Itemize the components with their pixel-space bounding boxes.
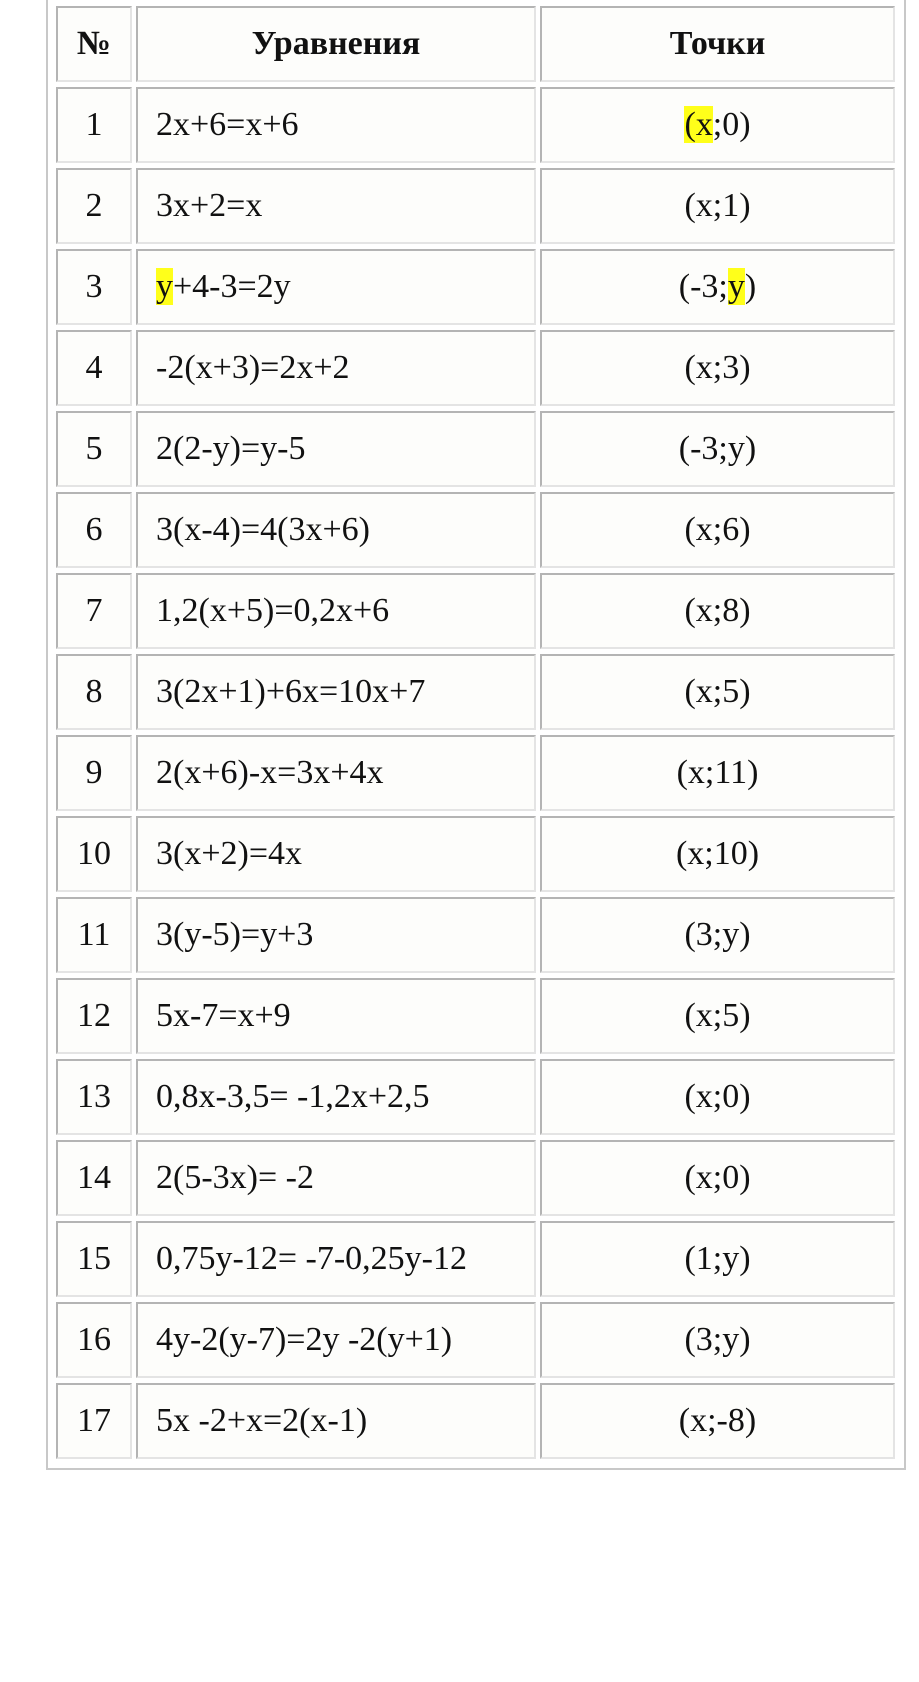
equation-cell xyxy=(136,897,536,973)
row-number: 6 xyxy=(56,492,132,568)
equation-cell xyxy=(136,1302,536,1378)
row-number: 1 xyxy=(56,87,132,163)
equation-cell xyxy=(136,816,536,892)
table-row xyxy=(56,573,895,649)
equation-cell xyxy=(136,492,536,568)
point-cell xyxy=(540,1059,895,1135)
equation-cell xyxy=(136,1059,536,1135)
point-text: (x;5) xyxy=(684,673,751,710)
row-number: 12 xyxy=(56,978,132,1054)
row-number: 7 xyxy=(56,573,132,649)
point-text: (x;0) xyxy=(684,1078,751,1115)
point-text: (1;y) xyxy=(684,1240,751,1277)
equations-table-frame xyxy=(46,0,906,1470)
equation-text: 3(x+2)=4x xyxy=(156,835,302,872)
table-row xyxy=(56,1302,895,1378)
equation-highlight: y xyxy=(156,268,173,305)
equation-cell xyxy=(136,168,536,244)
point-text: (x;10) xyxy=(675,835,760,872)
point-text: (3;y) xyxy=(684,916,751,953)
equation-text: 3(2x+1)+6x=10x+7 xyxy=(156,673,426,710)
point-cell xyxy=(540,411,895,487)
equation-cell xyxy=(136,249,536,325)
equation-text: 3(y-5)=y+3 xyxy=(156,916,314,953)
point-cell xyxy=(540,87,895,163)
point-text: (3;y) xyxy=(684,1321,751,1358)
row-number: 5 xyxy=(56,411,132,487)
point-text: (-3; xyxy=(678,268,728,305)
point-text: (x;11) xyxy=(676,754,759,791)
point-text: (x;8) xyxy=(684,592,751,629)
point-cell xyxy=(540,1221,895,1297)
row-number: 17 xyxy=(56,1383,132,1459)
point-cell xyxy=(540,492,895,568)
row-number: 9 xyxy=(56,735,132,811)
equation-cell xyxy=(136,87,536,163)
equation-text: 0,75y-12= -7-0,25y-12 xyxy=(156,1240,467,1277)
point-cell xyxy=(540,573,895,649)
equation-cell xyxy=(136,411,536,487)
point-highlight: (x xyxy=(684,106,713,143)
table-row xyxy=(56,816,895,892)
row-number: 13 xyxy=(56,1059,132,1135)
equation-text: 5x-7=x+9 xyxy=(156,997,291,1034)
point-cell xyxy=(540,1302,895,1378)
equation-text: 4y-2(y-7)=2y -2(y+1) xyxy=(156,1321,453,1358)
row-number: 2 xyxy=(56,168,132,244)
point-highlight: y xyxy=(727,268,745,305)
table-row xyxy=(56,1140,895,1216)
row-number: 15 xyxy=(56,1221,132,1297)
equation-cell xyxy=(136,573,536,649)
point-cell xyxy=(540,1140,895,1216)
equation-text: 5x -2+x=2(x-1) xyxy=(156,1402,368,1439)
row-number: 14 xyxy=(56,1140,132,1216)
table-row xyxy=(56,978,895,1054)
equation-text: 2(5-3x)= -2 xyxy=(156,1159,314,1196)
table-row xyxy=(56,735,895,811)
point-cell xyxy=(540,249,895,325)
table-row xyxy=(56,1059,895,1135)
point-text: (x;6) xyxy=(684,511,751,548)
equation-text: 2x+6=x+6 xyxy=(156,106,299,143)
point-text: (x;3) xyxy=(684,349,751,386)
equation-text: 1,2(x+5)=0,2x+6 xyxy=(156,592,390,629)
equation-text: +4-3=2y xyxy=(173,268,291,305)
point-text: (-3;y) xyxy=(678,430,757,467)
point-cell xyxy=(540,978,895,1054)
table-row xyxy=(56,897,895,973)
equation-text: 2(x+6)-x=3x+4x xyxy=(156,754,384,791)
table-row xyxy=(56,654,895,730)
row-number: 4 xyxy=(56,330,132,406)
equation-cell xyxy=(136,330,536,406)
table-row xyxy=(56,492,895,568)
row-number: 11 xyxy=(56,897,132,973)
equation-text: 3x+2=x xyxy=(156,187,263,224)
point-cell xyxy=(540,735,895,811)
table-row xyxy=(56,1221,895,1297)
row-number: 8 xyxy=(56,654,132,730)
point-text-suffix: ) xyxy=(744,268,757,305)
equations-table xyxy=(52,1,899,1464)
point-cell xyxy=(540,1383,895,1459)
equation-text: 0,8x-3,5= -1,2x+2,5 xyxy=(156,1078,430,1115)
point-cell xyxy=(540,168,895,244)
table-row xyxy=(56,411,895,487)
equation-text: 2(2-y)=y-5 xyxy=(156,430,306,467)
table-header-row xyxy=(56,6,895,82)
equation-cell xyxy=(136,978,536,1054)
table-row xyxy=(56,249,895,325)
row-number: 16 xyxy=(56,1302,132,1378)
point-text: (x;5) xyxy=(684,997,751,1034)
point-cell xyxy=(540,654,895,730)
equation-text: -2(x+3)=2x+2 xyxy=(156,349,350,386)
equation-cell xyxy=(136,1383,536,1459)
table-row xyxy=(56,1383,895,1459)
point-text: (x;-8) xyxy=(678,1402,757,1439)
table-body xyxy=(56,87,895,1459)
equation-cell xyxy=(136,735,536,811)
table-row xyxy=(56,87,895,163)
point-cell xyxy=(540,897,895,973)
table-row xyxy=(56,330,895,406)
point-cell xyxy=(540,330,895,406)
point-cell xyxy=(540,816,895,892)
equation-cell xyxy=(136,1140,536,1216)
header-number: № xyxy=(56,6,132,82)
equation-cell xyxy=(136,654,536,730)
header-equations: Уравнения xyxy=(136,6,536,82)
table-row xyxy=(56,168,895,244)
row-number: 10 xyxy=(56,816,132,892)
point-text: (x;1) xyxy=(684,187,751,224)
equation-cell xyxy=(136,1221,536,1297)
row-number: 3 xyxy=(56,249,132,325)
point-text-suffix: ;0) xyxy=(712,106,751,143)
header-points: Точки xyxy=(540,6,895,82)
point-text: (x;0) xyxy=(684,1159,751,1196)
equation-text: 3(x-4)=4(3x+6) xyxy=(156,511,370,548)
